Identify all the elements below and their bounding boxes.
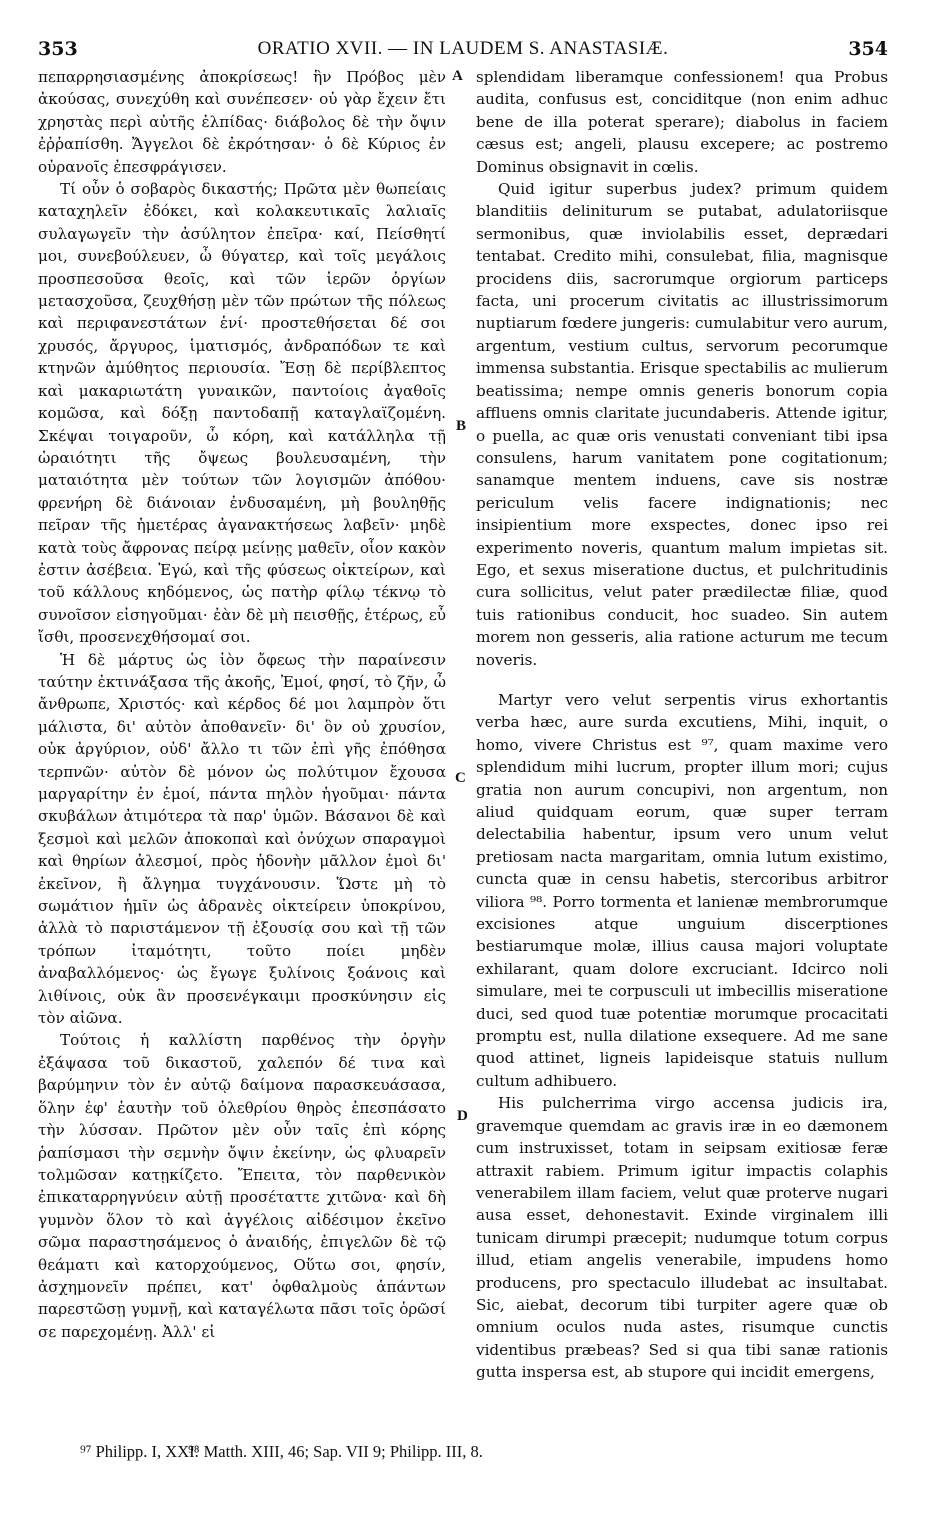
latin-paragraph-2: Quid igitur superbus judex? primum quidem blanditiis deliniturum se putabat, adulatoriisque sermonibus, quæ inviolabilis esset, deprædari tentabat. Credito mihi, consulebat, filia, magnisque procidens diis, sacrorumque orgiorum particeps facta, uni procerum civitatis ac illustrissimorum nuptiarum fœdere jungeris: cumulabitur vero aurum, argentum, vestium cultus, servorum pecorumque immensa substantia. Erisque spectabilis ac mulierum beatissima; nempe omnis generis bonorum copia affluens omnis claritate jucundaberis. Attende igitur, o puella, ac quæ oris venustati conveniant tibi ipsa consulens, harum vanitatem pone cogitationum; sanamque mentem induens, cave sis nostræ periculum velis facere indignationis; nec insipientium more exspectes, donec ipso rei experimento noveris, quantum malum impietas sit. Ego, et sexus miseratione ductus, et pulchritudinis cura sollicitus, velut pater prædilectæ filiæ, quod tuis rationibus conducit, hoc suadeo. Sin autem morem non gesseris, alia ratione acturum me tecum noveris. [476,180,888,669]
running-title: ORATIO XVII. — IN LAUDEM S. ANASTASIÆ. [257,38,669,59]
margin-marker-c: C [455,770,466,786]
latin-paragraph-4: His pulcherrima virgo accensa judicis ira, gravemque quemdam ac gravis iræ in eo dæmonem cum instruxisset, totam in seipsam exitiosæ feræ attraxit rabiem. Primum igitur impactis colaphis venerabilem illam faciem, velut quæ proterve nugari ausa esset, dehonestavit. Exinde virginalem illi tunicam dirumpi præcepit; nudumque totum corpus illud, etiam angelis venerabile, impudens homo producens, pro spectaculo illudebat ac insultabat. Sic, aiebat, decorum tibi turpiter agere quæ ob omnium oculos nuda astes, risumque cunctis videntibus præbeas? Sed si qua tibi sanæ rationis gutta inspersa est, ab stupore qui incidit emergens, [476,1094,888,1382]
latin-column [476,66,888,1384]
greek-paragraph-2: Τί οὖν ὁ σοβαρὸς δικαστής; Πρῶτα μὲν θωπείαις καταχηλεῖν ἐδόκει, καὶ κολακευτικαῖς λαλιαῖς συλαγωγεῖν τὴν ἀσύλητον ἐπεῖρα· καί, Πείσθητί μοι, συνεβούλευεν, ὦ θύγατερ, καὶ τοῖς μεγάλοις προσπεσοῦσα θεοῖς, καὶ τῶν ἱερῶν ὀργίων μετασχοῦσα, ζευχθήσῃ μὲν τῶν πρώτων τῆς πόλεως καὶ περιφανεστάτων ἑνί· προστεθήσεται δέ σοι χρυσός, ἄργυρος, ἱματισμός, ἀνδραπόδων τε καὶ κτηνῶν ἀμύθητος περιουσία. Ἔσῃ δὲ περίβλεπτος καὶ μακαριωτάτη γυναικῶν, παντοίοις ἀγαθοῖς κομῶσα, καὶ δόξῃ παντοδαπῇ καταγλαϊζομένη. Σκέψαι τοιγαροῦν, ὦ κόρη, καὶ κατάλληλα τῇ ὡραιότητι τῆς ὄψεως βουλευσαμένη, τὴν ματαιότητα μὲν τούτων τῶν λογισμῶν ἀπόθου· φρενήρη δὲ διάνοιαν ἐνδυσαμένη, μὴ βουληθῇς πεῖραν τῆς ἡμετέρας ἀγανακτήσεως λαβεῖν· μηδὲ κατὰ τοὺς ἄφρονας πείρᾳ μείνῃς μαθεῖν, οἷον κακὸν ἐστιν ἀσέβεια. Ἐγώ, καὶ τῆς φύσεως οἰκτείρων, καὶ τοῦ κάλλους κηδόμενος, ὡς πατὴρ φίλῳ τέκνῳ τὸ συνοῖσον εἰσηγοῦμαι· ἐὰν δὲ μὴ πεισθῇς, ἑτέρως, εὖ ἴσθι, προσενεχθήσομαί σοι. [38,180,446,647]
latin-paragraph-1: splendidam liberamque confessionem! qua Probus audita, confusus est, conciditque (non enim adhuc bene de illa poterat sperare); diabolus in faciem cæsus est; angeli, plausu excepere; ac postremo Dominus obsignavit in cœlis. [476,68,888,176]
latin-paragraph-3: Martyr vero velut serpentis virus exhortantis verba hæc, aure surda excutiens, Mihi, inquit, o homo, vivere Christus est ⁹⁷, quam maxime vero splendidum mihi lucrum, propter illum mori; cujus gratia non aurum concupivi, non argentum, non aliud quidquam eorum, quæ super terram delectabilia habentur, ipsum vero unum velut pretiosam nacta margaritam, omnia lutum existimo, cuncta quæ in censu habetis, stercoribus arbitror viliora ⁹⁸. Porro tormenta et lanienæ membrorumque excisiones atque unguium discerptiones bestiarumque molæ, illius causa majori voluptate exhilarant, quam dolore excruciant. Idcirco noli simulare, mei te corpusculi ut imbecillis miseratione duci, sed quod tuæ potentiæ morumque procacitati promptu est, nulla dilatione exsequere. Ad me sane quod attinet, ligneis lapideisque statuis nullum cultum adhibuero. [476,690,888,1090]
page-number-right: 354 [848,38,888,60]
greek-paragraph-4: Τούτοις ἡ καλλίστη παρθένος τὴν ὀργὴν ἐξάψασα τοῦ δικαστοῦ, χαλεπόν δέ τινα καὶ βαρύμηνιν τὸν ἐν αὐτῷ δαίμονα παρασκευάσασα, ὅλην ἐφ' ἑαυτὴν τοῦ ὀλεθρίου θηρὸς ἐπεσπάσατο τὴν λύσσαν. Πρῶτον μὲν οὖν ταῖς ἐπὶ κόρης ῥαπίσμασι τὴν σεμνὴν ὄψιν ἐκείνην, ὡς φλυαρεῖν τολμῶσαν κατῃκίζετο. Ἔπειτα, τὸν παρθενικὸν ἐπικαταρρηγνύειν αὐτῇ προσέταττε χιτῶνα· καὶ δὴ γυμνὸν ὅλον τὸ καὶ ἀγγέλοις αἰδέσιμον ἐκεῖνο σῶμα παραστησάμενος ὁ ἀναιδής, ἐπιγελῶν δὲ τῷ θεάματι καὶ κατορχούμενος, Οὕτω σοι, φησίν, ἀσχημονεῖν πρέπει, κατ' ὀφθαλμοὺς ἁπάντων παρεστῶσῃ γυμνῇ, καὶ καταγέλωτα πᾶσι τοῖς ὁρῶσί σε παρεχομένῃ. Ἀλλ' εἰ [38,1031,446,1341]
margin-marker-d: D [457,1108,468,1124]
greek-paragraph-1: πεπαρρησιασμένης ἀποκρίσεως! ἣν Πρόβος μὲν ἀκούσας, συνεχύθη καὶ συνέπεσεν· οὐ γὰρ ἔχειν ἔτι χρηστὰς περὶ αὐτῆς ἐλπίδας· διάβολος δὲ τὴν ὄψιν ἐῤῥαπίσθη. Ἄγγελοι δὲ ἐκρότησαν· ὁ δὲ Κύριος ἐν οὐρανοῖς ἐπεσφράγισεν. [38,68,446,176]
greek-column [38,66,446,1343]
margin-marker-b: B [456,418,467,434]
page-number-left: 353 [38,38,78,60]
footnote-98: ⁹⁸ Matth. XIII, 46; Sap. VII 9; Philipp. III, 8. [188,1442,483,1461]
page-header [38,38,888,66]
margin-marker-a: A [452,68,463,84]
footnote-97: ⁹⁷ Philipp. I, XXI. [80,1442,199,1461]
greek-paragraph-3: Ἡ δὲ μάρτυς ὡς ἰὸν ὄφεως τὴν παραίνεσιν ταύτην ἐκτινάξασα τῆς ἀκοῆς, Ἐμοί, φησί, τὸ ζῆν, ὦ ἄνθρωπε, Χριστός· καὶ κέρδος δέ μοι λαμπρὸν ὅτι μάλιστα, δι' αὐτὸν ἀποθανεῖν· δι' ὃν οὐ χρυσίον, οὐκ ἀργύριον, οὐδ' ἄλλο τι τῶν ἐπὶ γῆς ἐπόθησα τερπνῶν· αὐτὸν δὲ μόνον ὡς πολύτιμον ἔχουσα μαργαρίτην ἐν ἐμοί, πάντα πηλὸν ἡγοῦμαι· πάντα σκυβάλων ἀτιμότερα τὰ παρ' ὑμῶν. Βάσανοι δὲ καὶ ξεσμοὶ καὶ μελῶν ἀποκοπαὶ καὶ ὀνύχων σπαραγμοὶ καὶ θηρίων ἀλεσμοί, πρὸς ἡδονὴν μᾶλλον ἐμοὶ δι' ἐκεῖνον, ἢ ἄλγημα τυγχάνουσιν. Ὥστε μὴ τὸ σωμάτιον ἡμῖν ὡς ἀδρανὲς οἰκτείρειν ὑποκρίνου, ἀλλὰ τὸ παριστάμενον τῇ ἐξουσίᾳ σου καὶ τῇ τῶν τρόπων ἰταμότητι, τοῦτο ποίει μηδὲν ἀναβαλλόμενος· ὡς ἔγωγε ξυλίνοις ξοάνοις καὶ λιθίνοις, οὐκ ἂν προσενέγκαιμι προσκύνησιν εἰς τὸν αἰῶνα. [38,650,446,1028]
